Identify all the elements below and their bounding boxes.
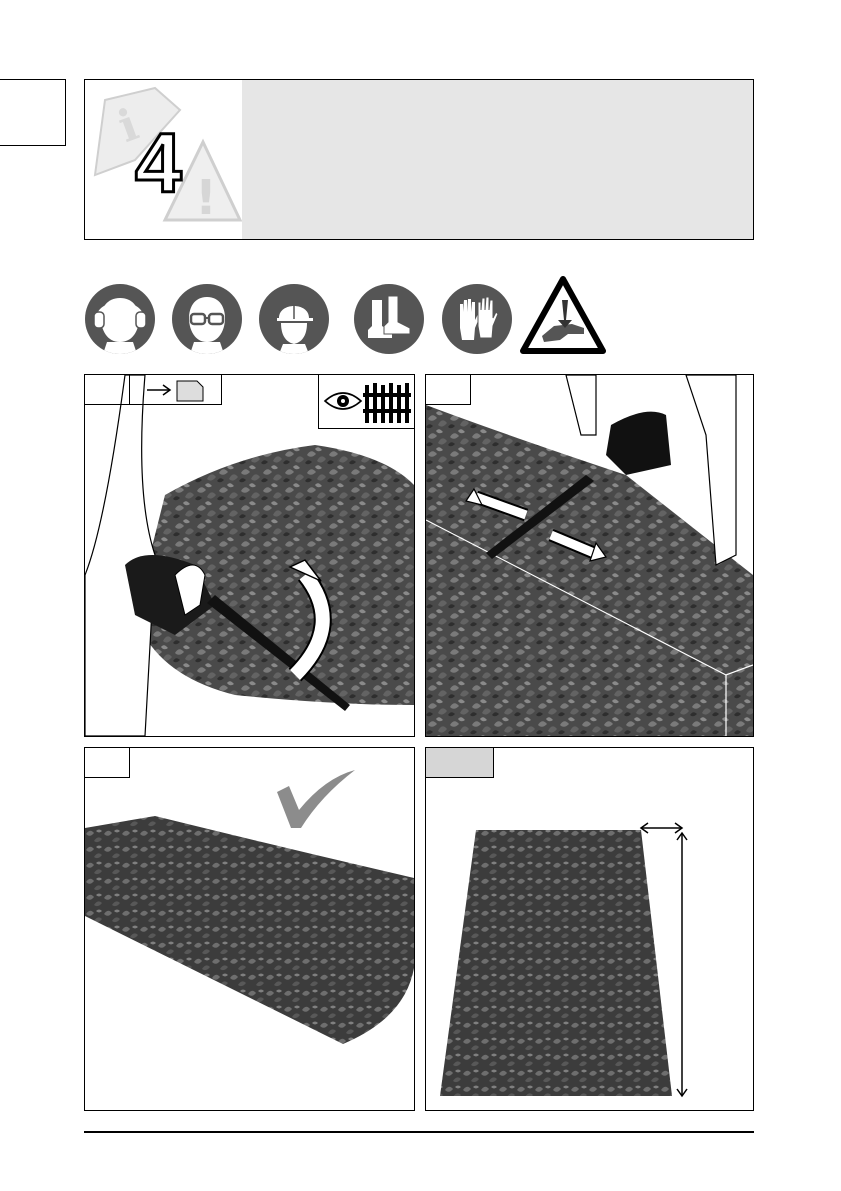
arrow-to-page-icon: [129, 375, 222, 405]
panel-tag-left: [85, 375, 130, 405]
safety-boots-icon: [354, 284, 424, 354]
checkmark-icon: [277, 770, 355, 828]
chapter-title-area: [242, 80, 753, 239]
eye-icon: [323, 387, 363, 415]
panel-bottom-right: [425, 747, 754, 1111]
panel-top-right: [425, 374, 754, 737]
eye-protection-icon: [172, 284, 242, 354]
footer-rule: [84, 1131, 754, 1133]
ear-protection-icon: [85, 284, 155, 354]
panel-tag-right: [426, 375, 471, 405]
language-tab: [0, 79, 66, 146]
svg-text:!: !: [195, 170, 217, 226]
panel-tag-bottom-right: [426, 748, 494, 778]
chapter-header: [84, 79, 754, 240]
panel-top-left: [84, 374, 415, 737]
helmet-icon: [259, 284, 329, 354]
panel-tag-bottom-left: [85, 748, 130, 778]
info-warning-chapter-icon: [85, 80, 242, 239]
fence-icon: [363, 379, 411, 425]
eye-fence-box: [318, 375, 414, 429]
hand-injury-warning-icon: [520, 276, 606, 354]
panel-bottom-left: [84, 747, 415, 1111]
svg-text:i: i: [111, 99, 145, 153]
gloves-icon: [442, 284, 512, 354]
chapter-number: 4: [135, 116, 182, 210]
